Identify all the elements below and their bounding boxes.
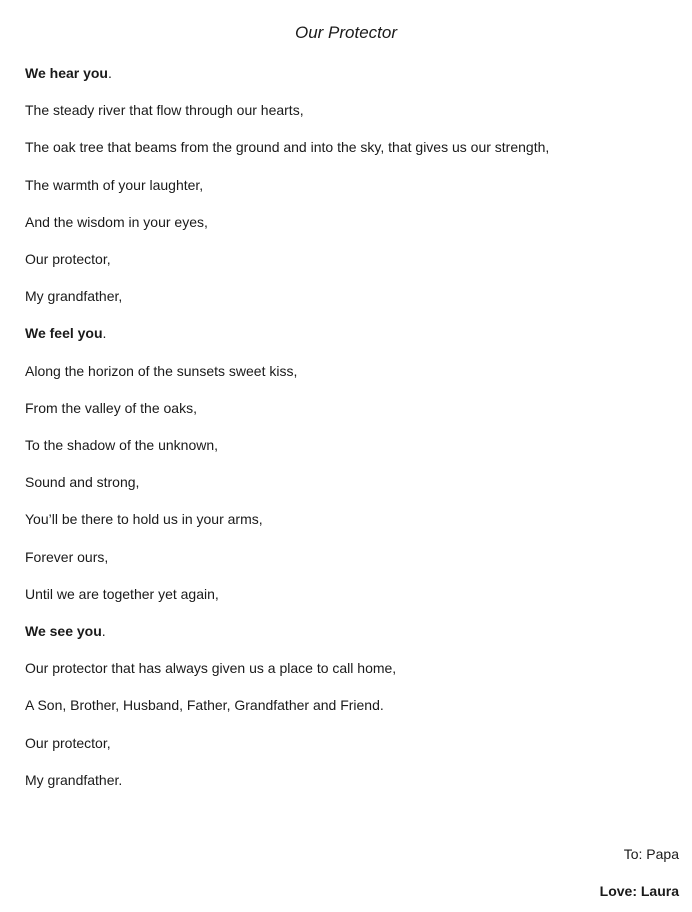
stanza-heading-punct: . xyxy=(101,623,106,639)
poem-line: My grandfather. xyxy=(25,772,123,788)
stanza-heading xyxy=(25,64,112,82)
poem-line: Forever ours, xyxy=(25,549,109,565)
poem-line: The warmth of your laughter, xyxy=(25,177,204,193)
stanza-heading-punct: . xyxy=(102,325,107,341)
stanza-heading-text: We feel you xyxy=(25,325,103,341)
poem-line: Our protector, xyxy=(25,735,111,751)
poem-line: Our protector, xyxy=(25,251,111,267)
signature: Love: Laura xyxy=(599,883,679,899)
poem-line: Sound and strong, xyxy=(25,474,140,490)
poem-title: Our Protector xyxy=(294,23,398,42)
stanza-heading-punct: . xyxy=(108,65,112,81)
stanza-heading-text: We hear you xyxy=(25,65,108,81)
poem-line: A Son, Brother, Husband, Father, Grandfather and Friend. xyxy=(25,697,384,713)
poem-line: The oak tree that beams from the ground and into the sky, that gives us our strength, xyxy=(25,139,550,155)
stanza-heading xyxy=(25,622,106,640)
poem-line: Along the horizon of the sunsets sweet kiss, xyxy=(25,363,298,379)
poem-line: And the wisdom in your eyes, xyxy=(25,214,208,230)
poem-line: Our protector that has always given us a place to call home, xyxy=(25,660,397,676)
poem-line: From the valley of the oaks, xyxy=(25,400,197,416)
poem-line: To the shadow of the unknown, xyxy=(25,437,219,453)
poem-line: My grandfather, xyxy=(25,288,123,304)
stanza-heading xyxy=(25,324,106,342)
poem-line: Until we are together yet again, xyxy=(25,586,219,602)
poem-line: The steady river that flow through our hearts, xyxy=(25,102,304,118)
stanza-heading-text: We see you xyxy=(25,623,102,639)
dedication: To: Papa xyxy=(623,846,679,862)
poem-line: You’ll be there to hold us in your arms, xyxy=(25,511,263,527)
